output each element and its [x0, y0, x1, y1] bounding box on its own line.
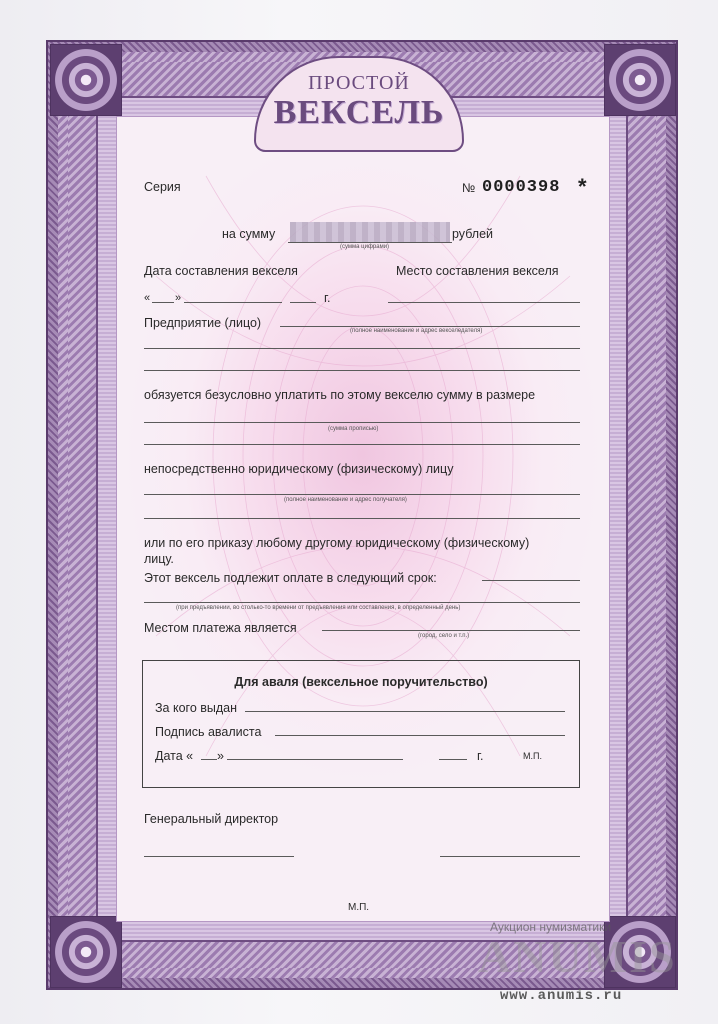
date-month-line — [184, 302, 282, 303]
aval-issued-for-line — [245, 711, 565, 712]
payment-place-line — [322, 630, 580, 631]
star-mark: * — [578, 174, 587, 199]
sum-label: на сумму — [222, 227, 276, 241]
title-small: ПРОСТОЙ — [308, 72, 410, 94]
payment-place-label: Местом платежа является — [144, 621, 297, 635]
amount-words-line-1 — [144, 422, 580, 423]
amount-words-caption: (сумма прописью) — [328, 426, 379, 432]
payment-place-caption: (город, село и т.п.) — [418, 633, 470, 639]
corner-rosette-top-left — [50, 44, 122, 116]
obligation-text: обязуется безусловно уплатить по этому векселю сумму в размере — [144, 388, 536, 402]
enterprise-line-3 — [144, 370, 580, 371]
aval-date-close: » — [217, 749, 224, 763]
term-caption: (при предъявлении, во столько-то времени от предъявления или составления, в определенный день) — [176, 605, 461, 611]
date-day-line — [152, 302, 174, 303]
enterprise-line-2 — [144, 348, 580, 349]
director-name-line — [440, 856, 580, 857]
payee-line-2 — [144, 518, 580, 519]
watermark-site: www.anumis.ru — [500, 988, 623, 1004]
director-signature-line — [144, 856, 294, 857]
aval-seal-abbr: М.П. — [523, 751, 542, 761]
aval-issued-for-label: За кого выдан — [155, 701, 238, 715]
date-label: Дата составления векселя — [144, 264, 298, 278]
aval-date-year-line — [439, 759, 467, 760]
watermark-logo: ANUMIS — [478, 931, 677, 982]
sum-caption: (сумма цифрами) — [340, 244, 390, 250]
place-line — [388, 302, 580, 303]
series-label: Серия — [144, 180, 181, 194]
page-title: ВЕКСЕЛЬ — [273, 94, 445, 131]
date-year-line — [290, 302, 316, 303]
term-text: Этот вексель подлежит оплате в следующий срок: — [144, 571, 437, 585]
aval-signature-label: Подпись авалиста — [155, 725, 262, 739]
payee-text: непосредственно юридическому (физическому) лицу — [144, 462, 454, 476]
term-line-1 — [482, 580, 580, 581]
date-quote-close: » — [175, 292, 182, 304]
seal-abbr: М.П. — [348, 902, 370, 913]
aval-year-abbr: г. — [477, 749, 484, 763]
serial-number: 0000398 — [482, 178, 561, 197]
date-quote-open: « — [144, 292, 151, 304]
order-text-1: или по его приказу любому другому юридическому (физическому) — [144, 536, 530, 550]
sum-line — [288, 242, 452, 243]
sum-redacted — [290, 222, 450, 242]
aval-box — [142, 660, 580, 788]
aval-title: Для аваля (вексельное поручительство) — [234, 675, 488, 689]
payee-caption: (полное наименование и адрес получателя) — [284, 497, 407, 503]
amount-words-line-2 — [144, 444, 580, 445]
aval-date-month-line — [227, 759, 403, 760]
corner-rosette-top-right — [604, 44, 676, 116]
enterprise-caption: (полное наименование и адрес векселедателя) — [350, 328, 483, 334]
date-year-abbr: г. — [324, 291, 331, 305]
aval-date-day-line — [201, 759, 217, 760]
watermark-subtext: Аукцион нумизматики — [490, 920, 612, 934]
payee-line-1 — [144, 494, 580, 495]
aval-date-label: Дата « — [155, 749, 194, 763]
number-prefix: № — [462, 181, 476, 195]
order-text-2: лицу. — [144, 552, 174, 566]
director-label: Генеральный директор — [144, 812, 279, 826]
place-label: Место составления векселя — [396, 264, 559, 278]
term-line-2 — [144, 602, 580, 603]
enterprise-line-1 — [280, 326, 580, 327]
enterprise-label: Предприятие (лицо) — [144, 316, 262, 330]
aval-signature-line — [275, 735, 565, 736]
corner-rosette-bottom-left — [50, 916, 122, 988]
currency-label: рублей — [452, 227, 494, 241]
